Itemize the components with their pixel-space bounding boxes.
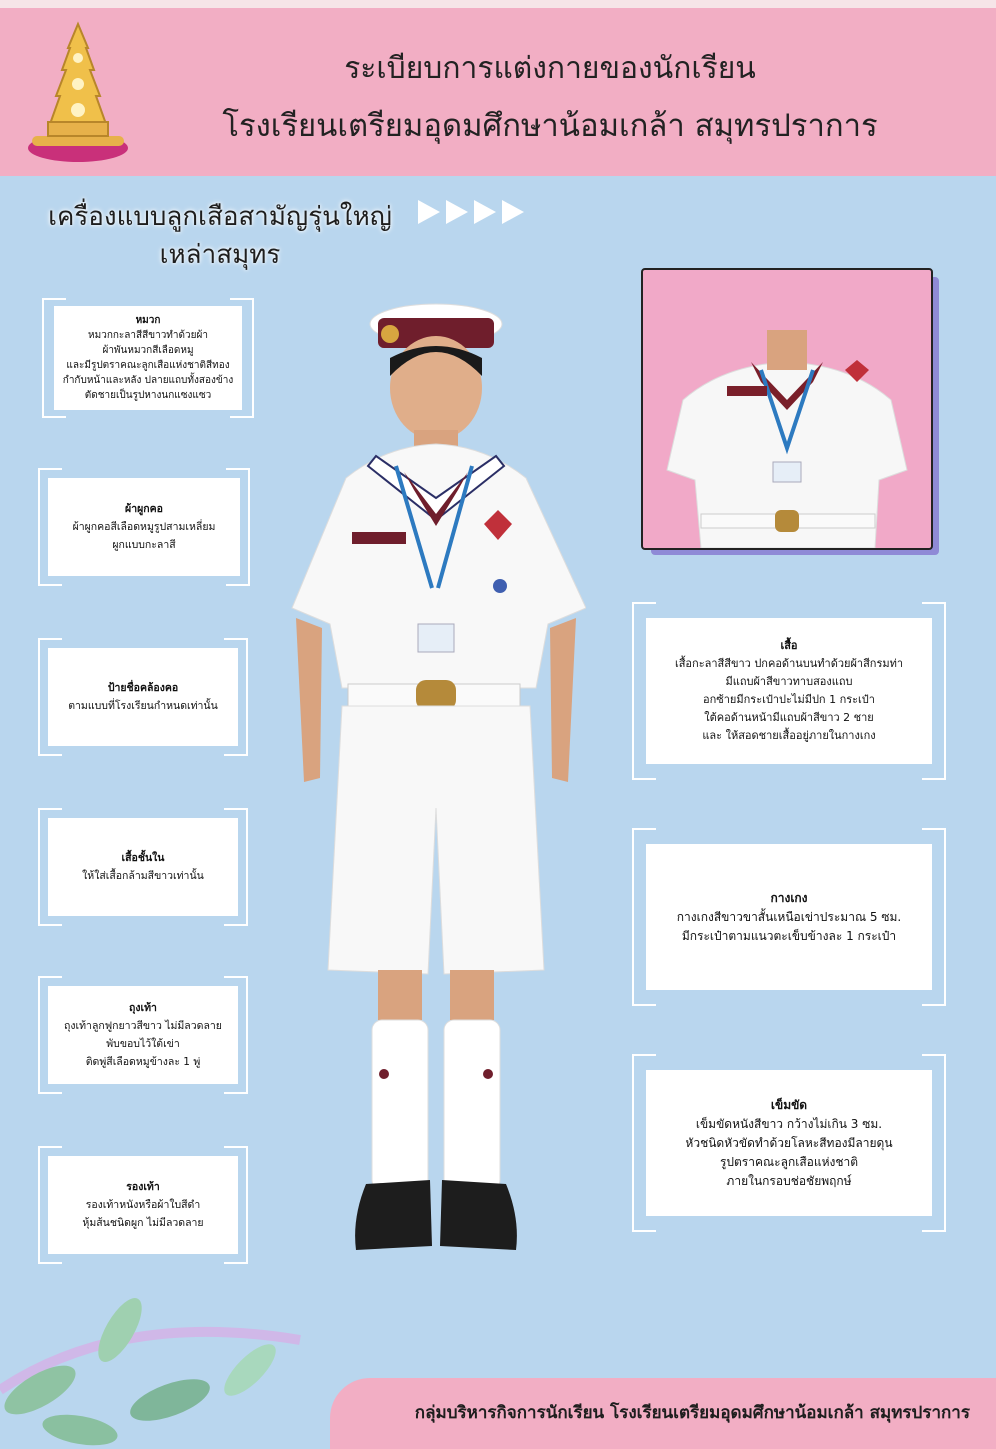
- card-shirt: [632, 602, 946, 780]
- card-title: กางเกง: [770, 890, 808, 905]
- card-title: รองเท้า: [126, 1181, 160, 1193]
- footer-text: กลุ่มบริหารกิจการนักเรียน โรงเรียนเตรียมอุดมศึกษาน้อมเกล้า สมุทรปราการ: [414, 1403, 970, 1423]
- school-emblem-icon: [22, 18, 134, 168]
- card-belt: [632, 1054, 946, 1232]
- section-title-line1: เครื่องแบบลูกเสือสามัญรุ่นใหญ่: [48, 202, 392, 232]
- card-title: ป้ายชื่อคล้องคอ: [107, 682, 179, 694]
- arrow-icon: [418, 200, 440, 224]
- card-line: รองเท้าหนังหรือผ้าใบสีดำ: [85, 1199, 201, 1211]
- student-uniform-illustration: [286, 288, 586, 1256]
- card-title: ผ้าผูกคอ: [125, 503, 163, 515]
- card-scarf: [38, 468, 250, 586]
- arrow-icon: [502, 200, 524, 224]
- card-title: เสื้อชั้นใน: [121, 852, 165, 864]
- closeup-student-illustration: [643, 270, 931, 548]
- card-line: เข็มขัดหนังสีขาว กว้างไม่เกิน 3 ซม.: [695, 1116, 883, 1131]
- card-title: หมวก: [135, 315, 161, 326]
- card-line: มีแถบผ้าสีขาวทาบสองแถบ: [725, 675, 853, 688]
- card-title: ถุงเท้า: [129, 1002, 157, 1014]
- top-band: [0, 0, 996, 8]
- card-name-tag: [38, 638, 248, 756]
- card-line: หุ้มส้นชนิดผูก ไม่มีลวดลาย: [82, 1217, 204, 1229]
- card-line: ตามแบบที่โรงเรียนกำหนดเท่านั้น: [68, 700, 218, 712]
- card-line: ผ้าผูกคอสีเลือดหมูรูปสามเหลี่ยม: [72, 521, 216, 533]
- card-socks: [38, 976, 248, 1094]
- card-title: เสื้อ: [780, 639, 798, 652]
- card-line: และมีรูปตราคณะลูกเสือแห่งชาติสีทอง: [66, 360, 230, 371]
- page-subtitle: โรงเรียนเตรียมอุดมศึกษาน้อมเกล้า สมุทรปราการ: [222, 108, 878, 144]
- card-title: เข็มขัด: [770, 1097, 808, 1112]
- arrows-decoration: [418, 200, 524, 228]
- card-line: และ ให้สอดชายเสื้ออยู่ภายในกางเกง: [702, 729, 876, 742]
- card-line: ใต้คอด้านหน้ามีแถบผ้าสีขาว 2 ชาย: [704, 711, 874, 724]
- card-line: รูปตราคณะลูกเสือแห่งชาติ: [719, 1154, 859, 1169]
- card-undershirt: [38, 808, 248, 926]
- card-shorts: [632, 828, 946, 1006]
- closeup-photo: [641, 268, 933, 550]
- arrow-icon: [474, 200, 496, 224]
- card-line: พับขอบไว้ใต้เข่า: [106, 1038, 180, 1050]
- section-title: [40, 198, 400, 274]
- card-line: ถุงเท้าลูกฟูกยาวสีขาว ไม่มีลวดลาย: [64, 1020, 222, 1032]
- page-title: ระเบียบการแต่งกายของนักเรียน: [344, 51, 756, 86]
- card-line: กางเกงสีขาวขาสั้นเหนือเข่าประมาณ 5 ซม.: [676, 909, 902, 924]
- card-line: หัวชนิดหัวขัดทำด้วยโลหะสีทองมีลายดุน: [685, 1135, 893, 1150]
- card-line: อกซ้ายมีกระเป๋าปะไม่มีปก 1 กระเป๋า: [703, 693, 875, 706]
- card-shoes: [38, 1146, 248, 1264]
- card-line: ภายในกรอบช่อชัยพฤกษ์: [726, 1173, 852, 1188]
- card-line: มีกระเป๋าตามแนวตะเข็บข้างละ 1 กระเป๋า: [681, 928, 897, 943]
- card-line: ติดพู่สีเลือดหมูข้างละ 1 พู่: [85, 1056, 201, 1068]
- card-line: ให้ใส่เสื้อกล้ามสีขาวเท่านั้น: [82, 870, 204, 882]
- header-banner: [0, 8, 996, 176]
- section-title-line2: เหล่าสมุทร: [159, 240, 281, 270]
- card-line: เสื้อกะลาสีสีขาว ปกคอด้านบนทำด้วยผ้าสีกรมท่า: [674, 657, 904, 670]
- card-line: หมวกกะลาสีสีขาวทำด้วยผ้า: [88, 330, 208, 341]
- card-line: ผูกแบบกะลาสี: [112, 539, 176, 551]
- card-line: ผ้าพันหมวกสีเลือดหมู: [102, 345, 194, 356]
- card-hat: [42, 298, 254, 418]
- arrow-icon: [446, 200, 468, 224]
- card-line: ตัดชายเป็นรูปหางนกแซงแซว: [84, 390, 212, 401]
- card-line: กำกับหน้าและหลัง ปลายแถบทั้งสองข้าง: [62, 375, 234, 386]
